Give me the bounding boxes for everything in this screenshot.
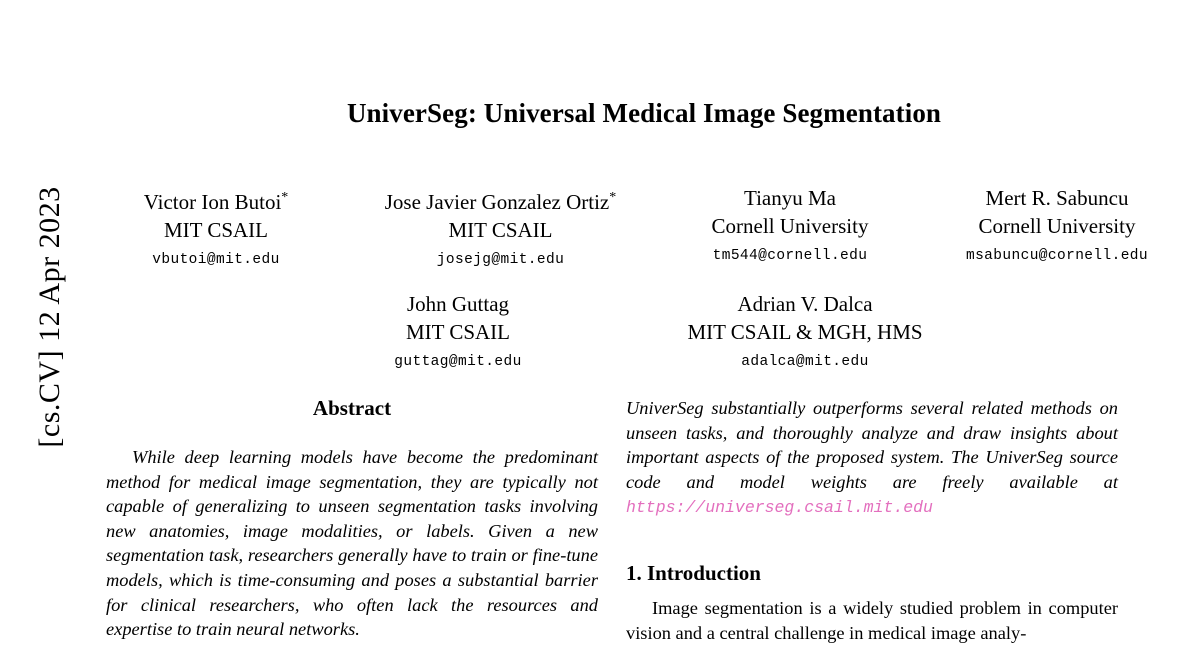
author-block <box>662 184 919 268</box>
page-title: UniverSeg: Universal Medical Image Segmentation <box>346 98 942 128</box>
paper-page <box>88 0 1200 648</box>
abstract-paragraph-left: While deep learning models have become the predominant method for medical image segmentation, they are typically not capable of generalizing to unseen segmentation tasks involving new anatomies, image modalities, or labels. Given a new segmentation task, researchers generally have to train or fine-tune models, which is time-consuming and poses a substantial barrier for clinical researchers, who often lack the resources and expertise to train neural networks. <box>106 447 598 640</box>
author-list-row-1 <box>88 184 1200 268</box>
author-affiliation: Cornell University <box>711 214 869 238</box>
column-left <box>106 396 598 645</box>
author-name: Tianyu Ma <box>744 186 836 210</box>
author-email: msabuncu@cornell.edu <box>965 248 1149 264</box>
author-block <box>93 184 340 268</box>
author-name: Victor Ion Butoi* <box>143 190 289 214</box>
author-email: guttag@mit.edu <box>394 354 522 370</box>
author-list-row-2 <box>88 290 1200 370</box>
author-block <box>919 184 1196 268</box>
author-affiliation: Cornell University <box>978 214 1136 238</box>
introduction-paragraph: Image segmentation is a widely studied problem in computer vision and a central challenge in medical image analy- <box>626 597 1118 643</box>
author-affiliation: MIT CSAIL <box>405 320 511 344</box>
author-affiliation: MIT CSAIL <box>163 218 269 242</box>
author-affiliation: MIT CSAIL <box>448 218 553 242</box>
author-name: John Guttag <box>406 292 510 316</box>
author-email: vbutoi@mit.edu <box>152 252 280 268</box>
two-column-body <box>88 396 1200 645</box>
author-name: Adrian V. Dalca <box>737 292 873 316</box>
column-right <box>626 396 1118 645</box>
abstract-heading: Abstract <box>312 396 392 420</box>
arxiv-stamp <box>0 0 88 648</box>
author-affiliation: MIT CSAIL & MGH, HMS <box>687 320 923 344</box>
author-email: adalca@mit.edu <box>741 354 869 370</box>
author-name: Jose Javier Gonzalez Ortiz* <box>384 190 617 214</box>
abstract-text-continued: UniverSeg substantially outperforms several related methods on unseen tasks, and thoroughly analyze and draw insights about important aspects of the proposed system. The UniverSeg source code and model weights are freely available at <box>626 398 1118 492</box>
author-email: tm544@cornell.edu <box>712 248 868 264</box>
arxiv-stamp-text: [cs.CV] 12 Apr 2023 <box>33 186 66 448</box>
author-block <box>639 290 971 370</box>
author-name: Mert R. Sabuncu <box>985 186 1129 210</box>
author-affiliation-marker: * <box>609 190 617 205</box>
project-url-link[interactable]: https://universeg.csail.mit.edu <box>626 498 933 518</box>
author-affiliation-marker: * <box>281 190 289 205</box>
author-block <box>340 184 662 268</box>
author-email: josejg@mit.edu <box>436 252 565 268</box>
section-heading-introduction: 1. Introduction <box>626 560 761 585</box>
abstract-paragraph-right <box>626 396 1118 521</box>
author-block <box>317 290 599 370</box>
